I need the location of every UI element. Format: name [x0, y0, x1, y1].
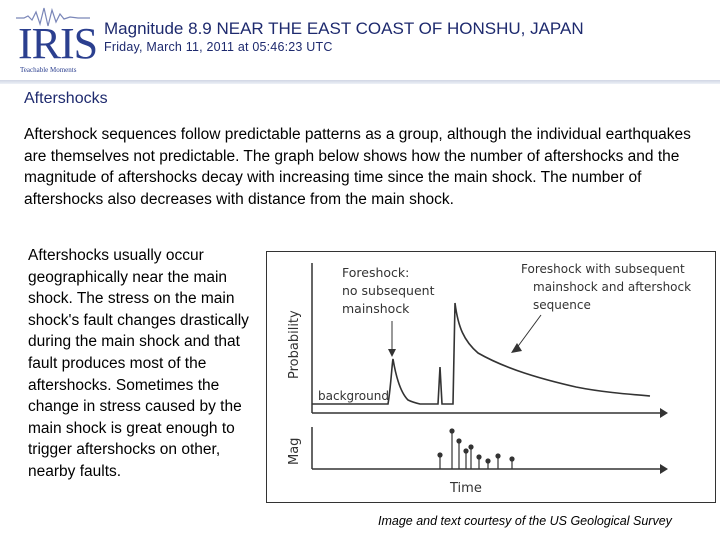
magnitude-dot	[456, 438, 461, 443]
header	[0, 0, 720, 84]
logo-tagline: Teachable Moments	[20, 66, 77, 74]
iris-logo[interactable]	[14, 4, 98, 76]
header-divider	[0, 80, 720, 84]
magnitude-dot	[476, 454, 481, 459]
logo-wordmark: IRIS	[18, 19, 98, 68]
background-label: background	[318, 389, 389, 403]
probability-axis-label: Probability	[287, 310, 302, 379]
magnitude-dot	[509, 456, 514, 461]
magnitude-dot	[485, 458, 490, 463]
magnitude-dot	[449, 428, 454, 433]
sequence-label-2: mainshock and aftershock	[533, 280, 692, 294]
intro-paragraph: Aftershock sequences follow predictable patterns as a group, although the individual earthquakes are themselves not predictable. The graph below shows how the number of aftershocks and the magnitude of aftershocks decay with increasing time since the main shock. The number of aftershocks also decreases with distance from the main shock.	[24, 126, 691, 208]
magnitude-dot	[463, 448, 468, 453]
image-credit: Image and text courtesy of the US Geological Survey	[378, 514, 672, 528]
mag-axis-label: Mag	[287, 437, 302, 465]
aftershock-diagram	[266, 251, 716, 503]
magnitude-dot	[437, 452, 442, 457]
magnitude-dot	[468, 444, 473, 449]
sequence-label-1: Foreshock with subsequent	[521, 262, 685, 276]
side-paragraph: Aftershocks usually occur geographically near the main shock. The stress on the main shock's fault changes drastically during the main shock and that fault produces most of the aftershocks. Sometimes the change in stress caused by the main shock is great enough to trigger aftershocks on other, nearby faults.	[28, 247, 249, 480]
event-date: Friday, March 11, 2011 at 05:46:23 UTC	[104, 40, 333, 54]
sequence-label-3: sequence	[533, 298, 591, 312]
foreshock-label-2: no subsequent	[342, 283, 435, 298]
foreshock-label-3: mainshock	[342, 301, 410, 316]
time-axis-label: Time	[450, 481, 482, 496]
magnitude-dot	[495, 453, 500, 458]
foreshock-label-1: Foreshock:	[342, 265, 410, 280]
section-heading: Aftershocks	[24, 90, 108, 107]
page-title: Magnitude 8.9 NEAR THE EAST COAST OF HONSHU, JAPAN	[104, 19, 584, 38]
